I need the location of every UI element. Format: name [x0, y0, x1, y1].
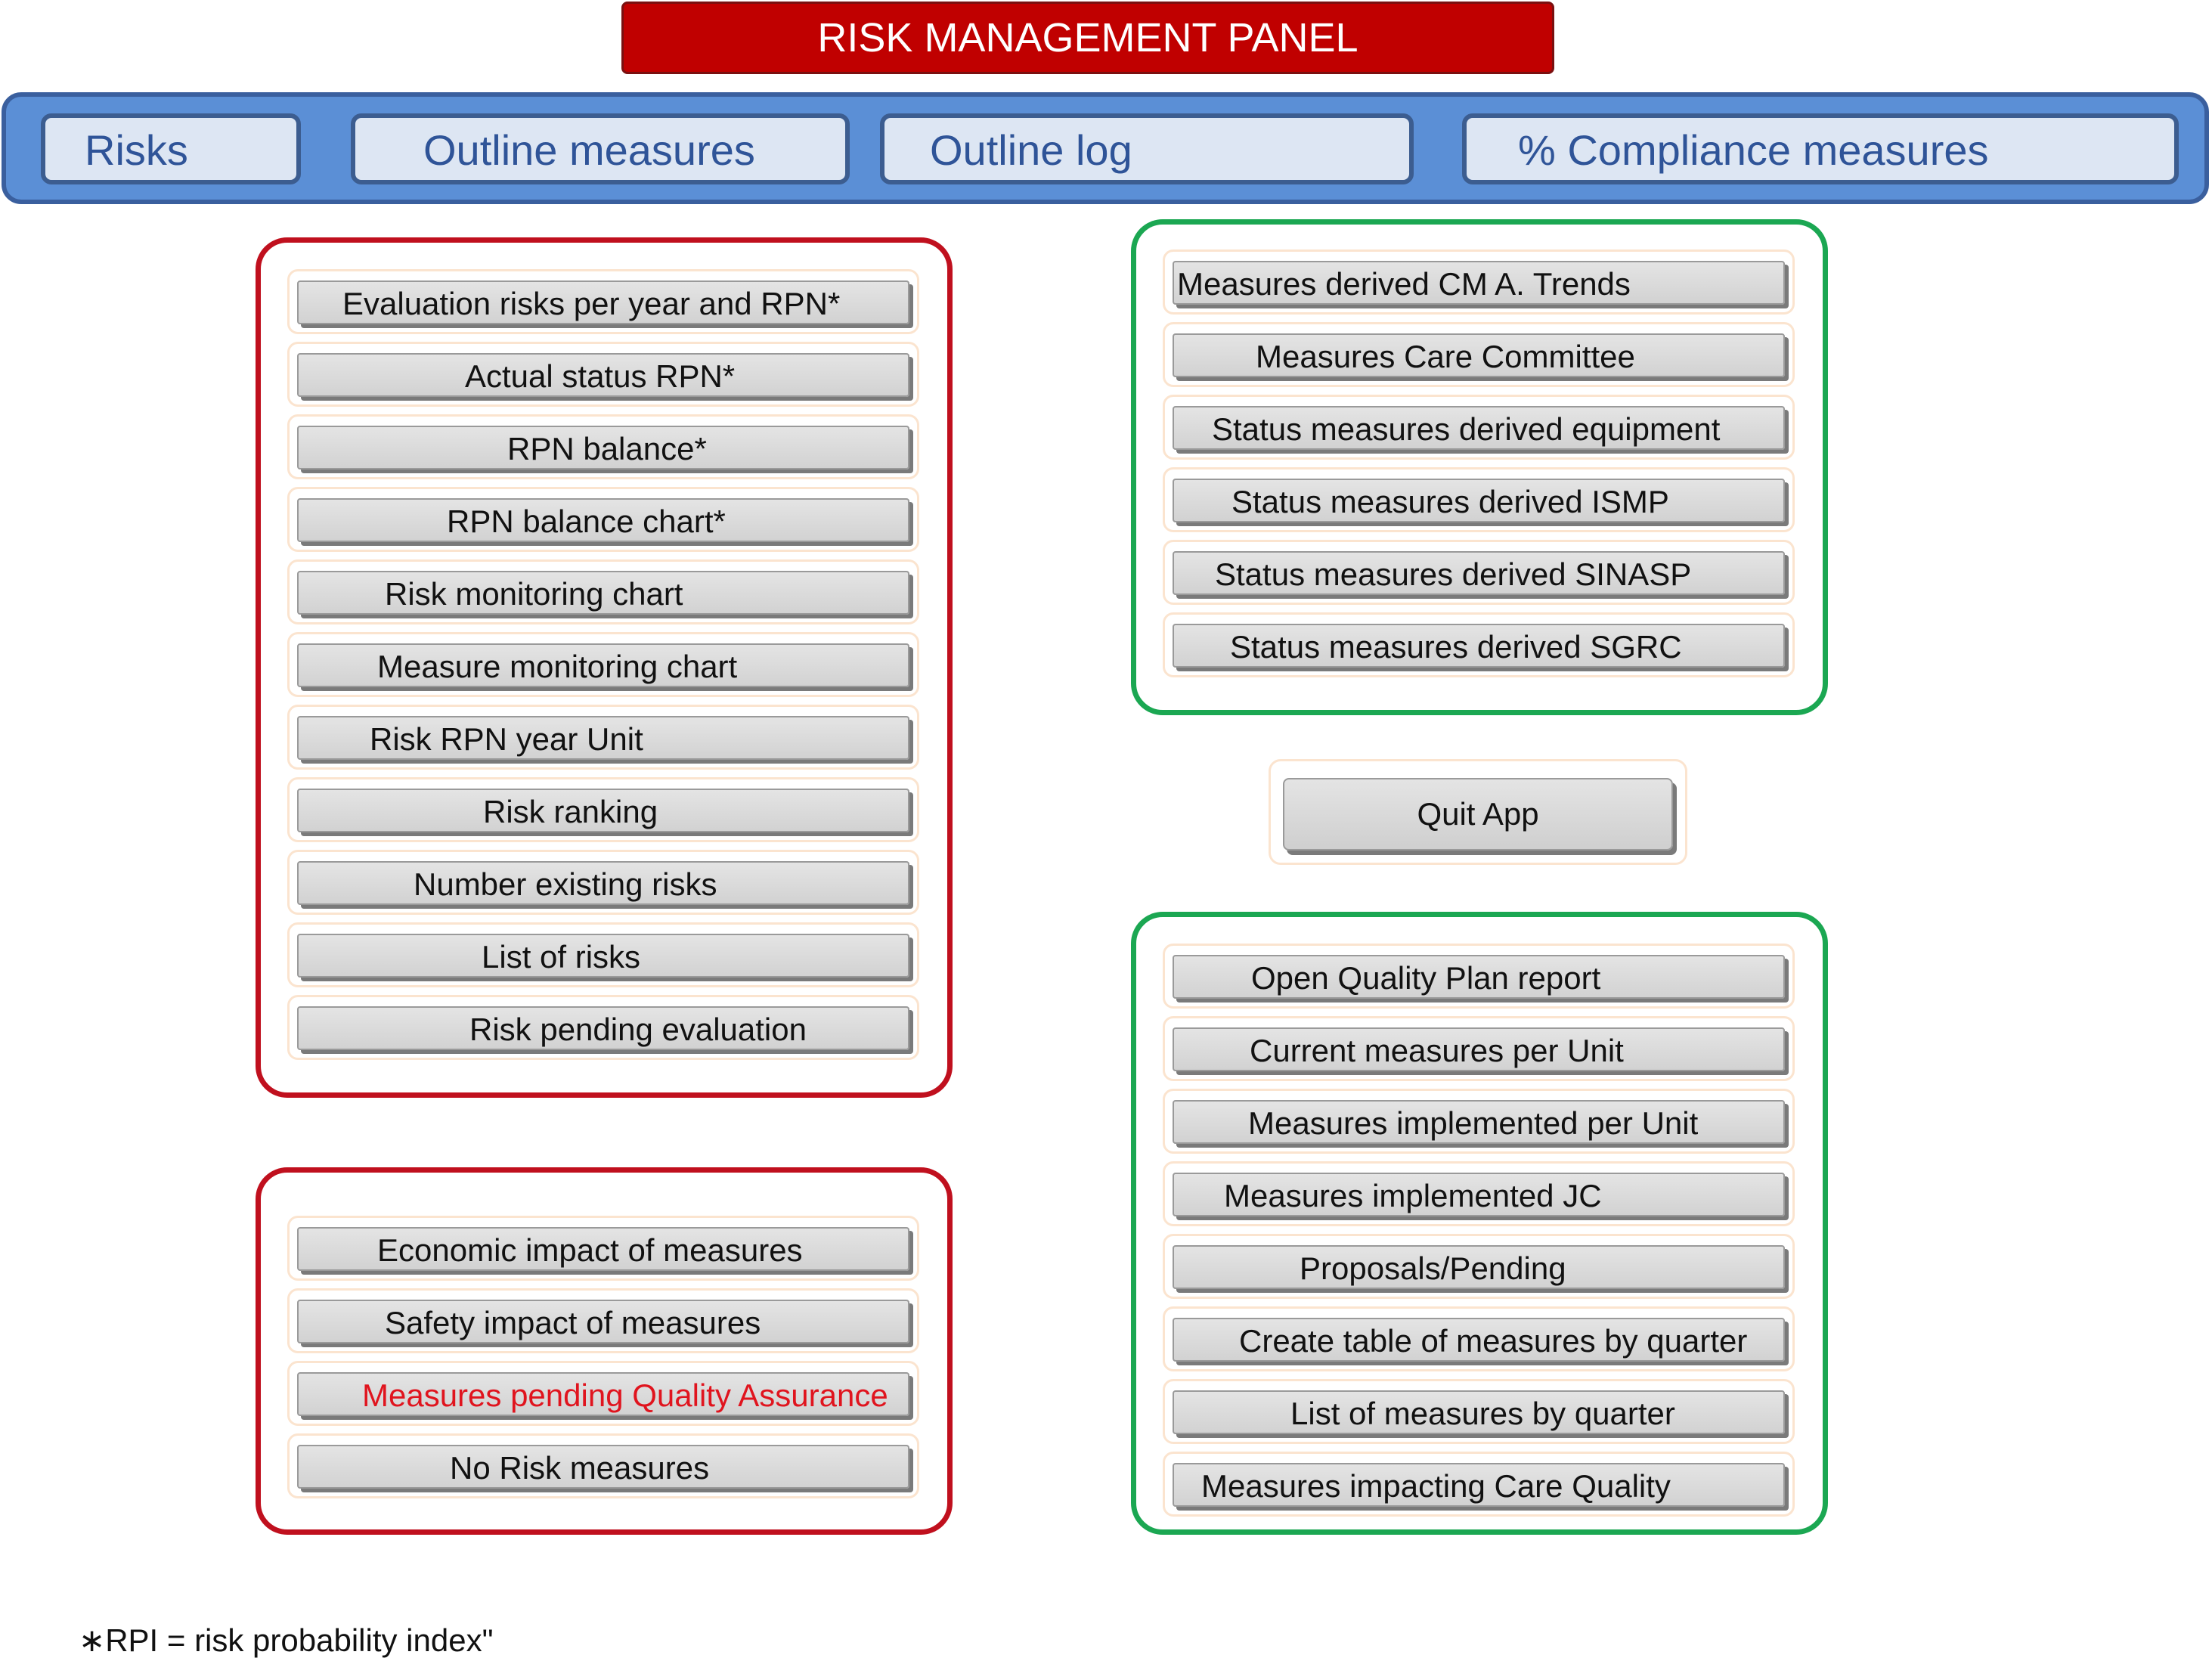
- quit-button-frame: [1269, 759, 1687, 865]
- status-measures-sgrc-button[interactable]: [1173, 624, 1785, 668]
- measures-impacting-care-quality-button[interactable]: [1173, 1463, 1785, 1507]
- button-label: Status measures derived SINASP: [1215, 556, 1692, 592]
- tab-compliance-measures-label: % Compliance measures: [1518, 126, 1989, 174]
- button-label: List of measures by quarter: [1290, 1396, 1675, 1431]
- measures-derived-cm-trends-button[interactable]: [1173, 261, 1785, 305]
- actual-status-rpn-button[interactable]: [297, 353, 909, 397]
- risk-ranking-button[interactable]: [297, 789, 909, 832]
- tab-risks-label: Risks: [85, 126, 188, 174]
- tab-compliance-measures[interactable]: [1462, 113, 2179, 184]
- risk-button-frame: [287, 632, 919, 697]
- measures-implemented-per-unit-button[interactable]: [1173, 1100, 1785, 1144]
- quality-button-frame: [1163, 1379, 1795, 1444]
- tab-risks[interactable]: [41, 113, 301, 184]
- impact-button-frame: [287, 1433, 919, 1498]
- risk-button-frame: [287, 777, 919, 842]
- button-label: Measures implemented per Unit: [1248, 1105, 1699, 1141]
- evaluation-risks-button[interactable]: [297, 280, 909, 324]
- button-label: List of risks: [482, 939, 641, 975]
- button-label: No Risk measures: [450, 1450, 710, 1486]
- status-measures-equipment-button[interactable]: [1173, 406, 1785, 450]
- risk-button-frame: [287, 705, 919, 770]
- list-of-risks-button[interactable]: [297, 934, 909, 978]
- risk-button-frame: [287, 559, 919, 624]
- button-label: Risk pending evaluation: [469, 1012, 807, 1047]
- button-label: Status measures derived ISMP: [1231, 484, 1669, 519]
- rpn-balance-chart-button[interactable]: [297, 498, 909, 542]
- status-measures-sinasp-button[interactable]: [1173, 551, 1785, 595]
- button-label: Safety impact of measures: [385, 1305, 761, 1340]
- quality-button-frame: [1163, 1089, 1795, 1154]
- measures-care-committee-button[interactable]: [1173, 333, 1785, 377]
- button-label: Economic impact of measures: [377, 1232, 803, 1268]
- button-label: Measures impacting Care Quality: [1201, 1468, 1671, 1504]
- tab-outline-measures[interactable]: [351, 113, 850, 184]
- risk-button-frame: [287, 922, 919, 987]
- button-label: Status measures derived equipment: [1212, 411, 1721, 447]
- quality-button-frame: [1163, 1234, 1795, 1299]
- button-label: Proposals/Pending: [1300, 1250, 1566, 1286]
- impact-button-frame: [287, 1216, 919, 1281]
- no-risk-measures-button[interactable]: [297, 1445, 909, 1489]
- button-label: Measures pending Quality Assurance: [362, 1377, 888, 1413]
- open-quality-plan-report-button[interactable]: [1173, 955, 1785, 999]
- button-label: RPN balance chart*: [447, 504, 726, 539]
- button-label: Actual status RPN*: [465, 358, 736, 394]
- safety-impact-button[interactable]: [297, 1300, 909, 1343]
- risk-button-frame: [287, 487, 919, 552]
- measures-implemented-jc-button[interactable]: [1173, 1173, 1785, 1216]
- risk-rpn-year-unit-button[interactable]: [297, 716, 909, 760]
- button-label: Evaluation risks per year and RPN*: [342, 286, 841, 321]
- derived-button-frame: [1163, 395, 1795, 460]
- button-label: Risk ranking: [483, 794, 658, 829]
- quit-app-button[interactable]: Quit App: [1283, 778, 1673, 851]
- current-measures-per-unit-button[interactable]: [1173, 1027, 1785, 1071]
- button-label: RPN balance*: [507, 431, 707, 466]
- button-label: Measures Care Committee: [1256, 339, 1635, 374]
- create-table-measures-quarter-button[interactable]: [1173, 1318, 1785, 1362]
- button-label: Risk monitoring chart: [385, 576, 683, 612]
- footnote: ∗RPI = risk probability index": [79, 1622, 494, 1658]
- derived-button-frame: [1163, 612, 1795, 677]
- derived-button-frame: [1163, 322, 1795, 387]
- quality-button-frame: [1163, 944, 1795, 1009]
- number-existing-risks-button[interactable]: [297, 861, 909, 905]
- risk-button-frame: [287, 995, 919, 1060]
- button-label: Measures derived CM A. Trends: [1177, 266, 1631, 302]
- impact-button-frame: [287, 1288, 919, 1353]
- risk-button-frame: [287, 850, 919, 915]
- measure-monitoring-chart-button[interactable]: [297, 643, 909, 687]
- button-label: Status measures derived SGRC: [1230, 629, 1682, 665]
- risk-button-frame: [287, 342, 919, 407]
- button-label: Measures implemented JC: [1224, 1178, 1602, 1213]
- button-label: Create table of measures by quarter: [1239, 1323, 1748, 1359]
- derived-button-frame: [1163, 249, 1795, 315]
- risk-monitoring-chart-button[interactable]: [297, 571, 909, 615]
- tab-outline-log[interactable]: [880, 113, 1414, 184]
- button-label: Current measures per Unit: [1250, 1033, 1624, 1068]
- list-measures-quarter-button[interactable]: [1173, 1390, 1785, 1434]
- tab-outline-measures-label: Outline measures: [423, 126, 755, 174]
- button-label: Risk RPN year Unit: [370, 721, 643, 757]
- proposals-pending-button[interactable]: [1173, 1245, 1785, 1289]
- button-label: Measure monitoring chart: [377, 649, 738, 684]
- quality-button-frame: [1163, 1161, 1795, 1226]
- quality-button-frame: [1163, 1016, 1795, 1081]
- impact-button-frame: [287, 1361, 919, 1426]
- risk-button-frame: [287, 269, 919, 334]
- quality-button-frame: [1163, 1306, 1795, 1371]
- risk-button-frame: [287, 414, 919, 479]
- button-label: Open Quality Plan report: [1251, 960, 1601, 996]
- status-measures-ismp-button[interactable]: [1173, 479, 1785, 522]
- tab-outline-log-label: Outline log: [930, 126, 1132, 174]
- rpn-balance-button[interactable]: [297, 426, 909, 469]
- tab-bar: [2, 92, 2209, 204]
- derived-button-frame: [1163, 467, 1795, 532]
- derived-button-frame: [1163, 540, 1795, 605]
- measures-pending-qa-button[interactable]: [297, 1372, 909, 1416]
- risk-pending-evaluation-button[interactable]: [297, 1006, 909, 1050]
- quality-button-frame: [1163, 1452, 1795, 1517]
- button-label: Number existing risks: [414, 866, 717, 902]
- panel-title: RISK MANAGEMENT PANEL: [621, 2, 1554, 74]
- economic-impact-button[interactable]: [297, 1227, 909, 1271]
